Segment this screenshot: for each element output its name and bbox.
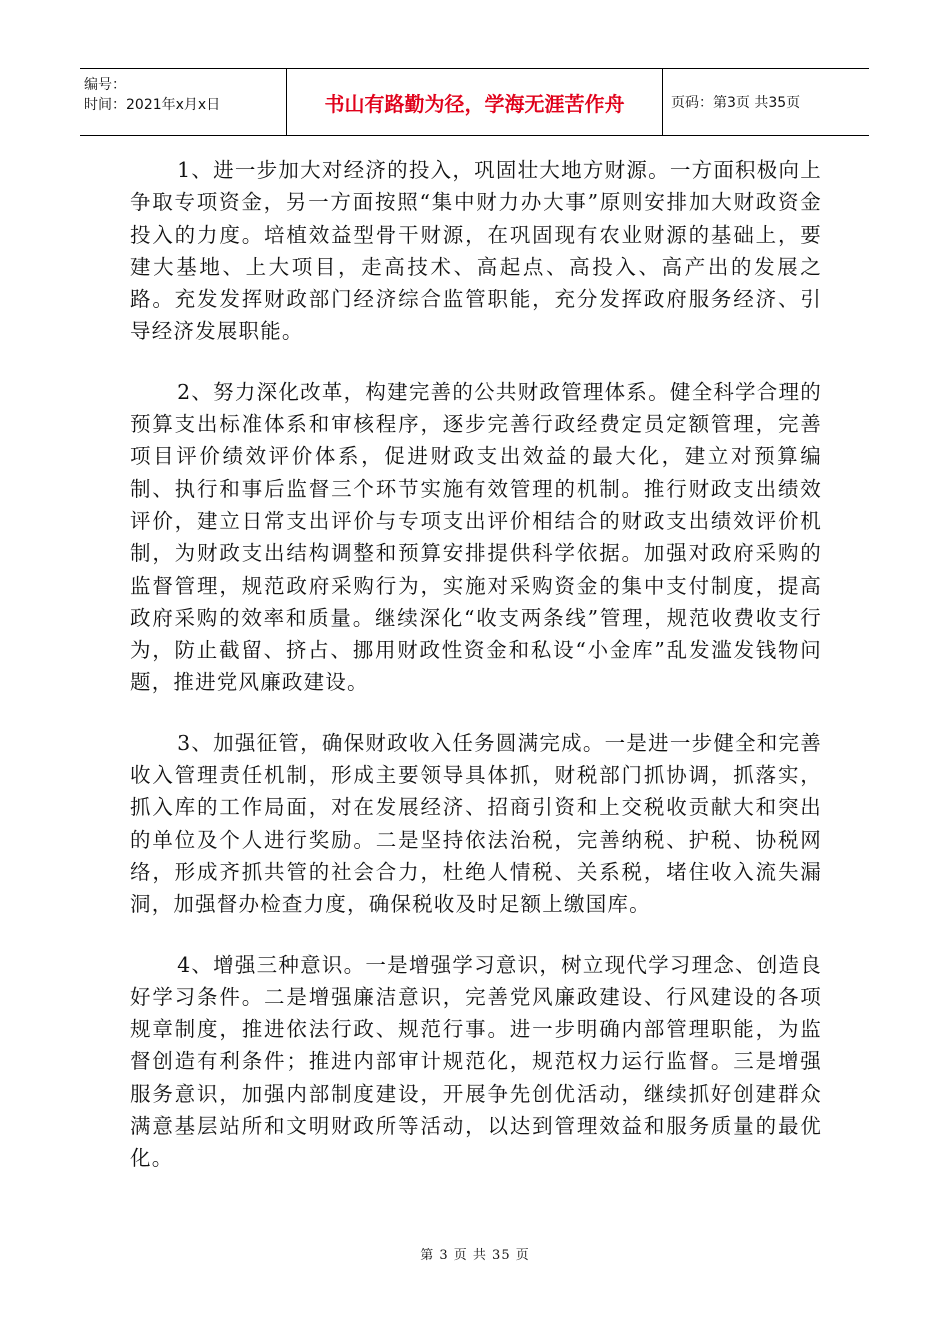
document-header (80, 68, 869, 136)
paragraph-1: 1、进一步加大对经济的投入，巩固壮大地方财源。一方面积极向上争取专项资金，另一方面按照“集中财力办大事”原则安排加大财政资金投入的力度。培植效益型骨干财源，在巩固现有农业财源的基础上，要建大基地、上大项目，走高技术、高起点、高投入、高产出的发展之路。充发发挥财政部门经济综合监管职能，充分发挥政府服务经济、引导经济发展职能。 (130, 158, 822, 344)
header-page-info: 页码：第3页 共35页 (663, 69, 870, 136)
document-time-label: 时间：2021年x月x日 (84, 97, 221, 113)
document-body (130, 154, 822, 1203)
page-footer: 第 3 页 共 35 页 (420, 1248, 530, 1263)
document-number-label: 编号： (84, 77, 126, 93)
paragraph-4: 4、增强三种意识。一是增强学习意识，树立现代学习理念、创造良好学习条件。二是增强廉洁意识，完善党风廉政建设、行风建设的各项规章制度，推进依法行政、规范行事。进一步明确内部管理职能，为监督创造有利条件；推进内部审计规范化，规范权力运行监督。三是增强服务意识，加强内部制度建设，开展争先创优活动，继续抓好创建群众满意基层站所和文明财政所等活动，以达到管理效益和服务质量的最优化。 (130, 952, 822, 1171)
header-motto: 书山有路勤为径，学海无涯苦作舟 (287, 69, 663, 136)
paragraph-3: 3、加强征管，确保财政收入任务圆满完成。一是进一步健全和完善收入管理责任机制，形成主要领导具体抓，财税部门抓协调，抓落实，抓入库的工作局面，对在发展经济、招商引资和上交税收贡献大和突出的单位及个人进行奖励。二是坚持依法治税，完善纳税、护税、协税网络，形成齐抓共管的社会合力，杜绝人情税、关系税，堵住收入流失漏洞，加强督办检查力度，确保税收及时足额上缴国库。 (130, 730, 822, 917)
paragraph-2: 2、努力深化改革，构建完善的公共财政管理体系。健全科学合理的预算支出标准体系和审核程序，逐步完善行政经费定员定额管理，完善项目评价绩效评价体系，促进财政支出效益的最大化，建立对预算编制、执行和事后监督三个环节实施有效管理的机制。推行财政支出绩效评价，建立日常支出评价与专项支出评价相结合的财政支出绩效评价机制，为财政支出结构调整和预算安排提供科学依据。加强对政府采购的监督管理，规范政府采购行为，实施对采购资金的集中支付制度，提高政府采购的效率和质量。继续深化“收支两条线”管理，规范收费收支行为，防止截留、挤占、挪用财政性资金和私设“小金库”乱发滥发钱物问题，推进党风廉政建设。 (130, 379, 822, 695)
header-meta (80, 69, 287, 136)
